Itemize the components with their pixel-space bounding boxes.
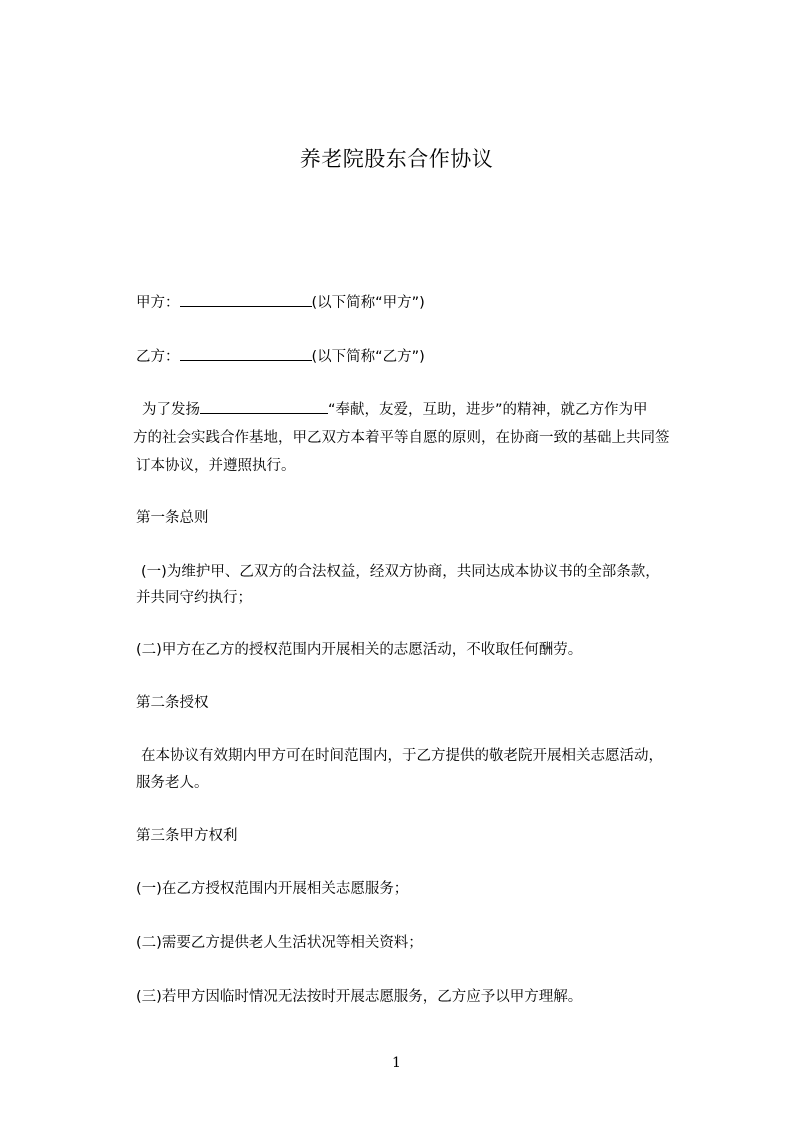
article-3-item-1: (一)在乙方授权范围内开展相关志愿服务； — [136, 881, 409, 897]
document-title: 养老院股东合作协议 — [299, 147, 494, 171]
intro-line-3: 订本协议，并遵照执行。 — [136, 458, 296, 474]
party-b-suffix: (以下简称“乙方”) — [311, 349, 425, 365]
article-3-item-3: (三)若甲方因临时情况无法按时开展志愿服务，乙方应予以甲方理解。 — [136, 989, 583, 1005]
article-1-item-1-line-1: (一)为维护甲、乙双方的合法权益，经双方协商，共同达成本协议书的全部条款， — [141, 564, 660, 580]
party-b-label: 乙方： — [136, 349, 180, 365]
article-3-item-2: (二)需要乙方提供老人生活状况等相关资料； — [136, 935, 423, 951]
intro-rest: “奉献，友爱，互助，进步”的精神，就乙方作为甲 — [328, 402, 648, 418]
article-2-body-line-1: 在本协议有效期内甲方可在时间范围内，于乙方提供的敬老院开展相关志愿活动， — [141, 748, 663, 764]
article-3-heading: 第三条甲方权利 — [136, 828, 238, 844]
page-number: 1 — [392, 1055, 401, 1071]
intro-line-1 — [142, 398, 648, 419]
article-1-item-2: (二)甲方在乙方的授权范围内开展相关的志愿活动，不收取任何酬劳。 — [136, 642, 583, 658]
party-b-blank — [180, 346, 312, 361]
party-a-suffix: (以下简称“甲方”) — [311, 295, 425, 311]
party-b-line — [136, 345, 425, 366]
intro-blank — [200, 399, 328, 414]
intro-prefix: 为了发扬 — [142, 402, 200, 418]
party-a-label: 甲方： — [136, 295, 180, 311]
article-1-heading: 第一条总则 — [136, 510, 209, 526]
party-a-blank — [180, 292, 312, 307]
intro-line-2: 方的社会实践合作基地，甲乙双方本着平等自愿的原则，在协商一致的基础上共同签 — [133, 430, 670, 446]
article-2-heading: 第二条授权 — [136, 695, 209, 711]
article-2-body-line-2: 服务老人。 — [136, 775, 209, 791]
party-a-line — [136, 291, 425, 312]
article-1-item-1-line-2: 并共同守约执行； — [136, 590, 252, 606]
